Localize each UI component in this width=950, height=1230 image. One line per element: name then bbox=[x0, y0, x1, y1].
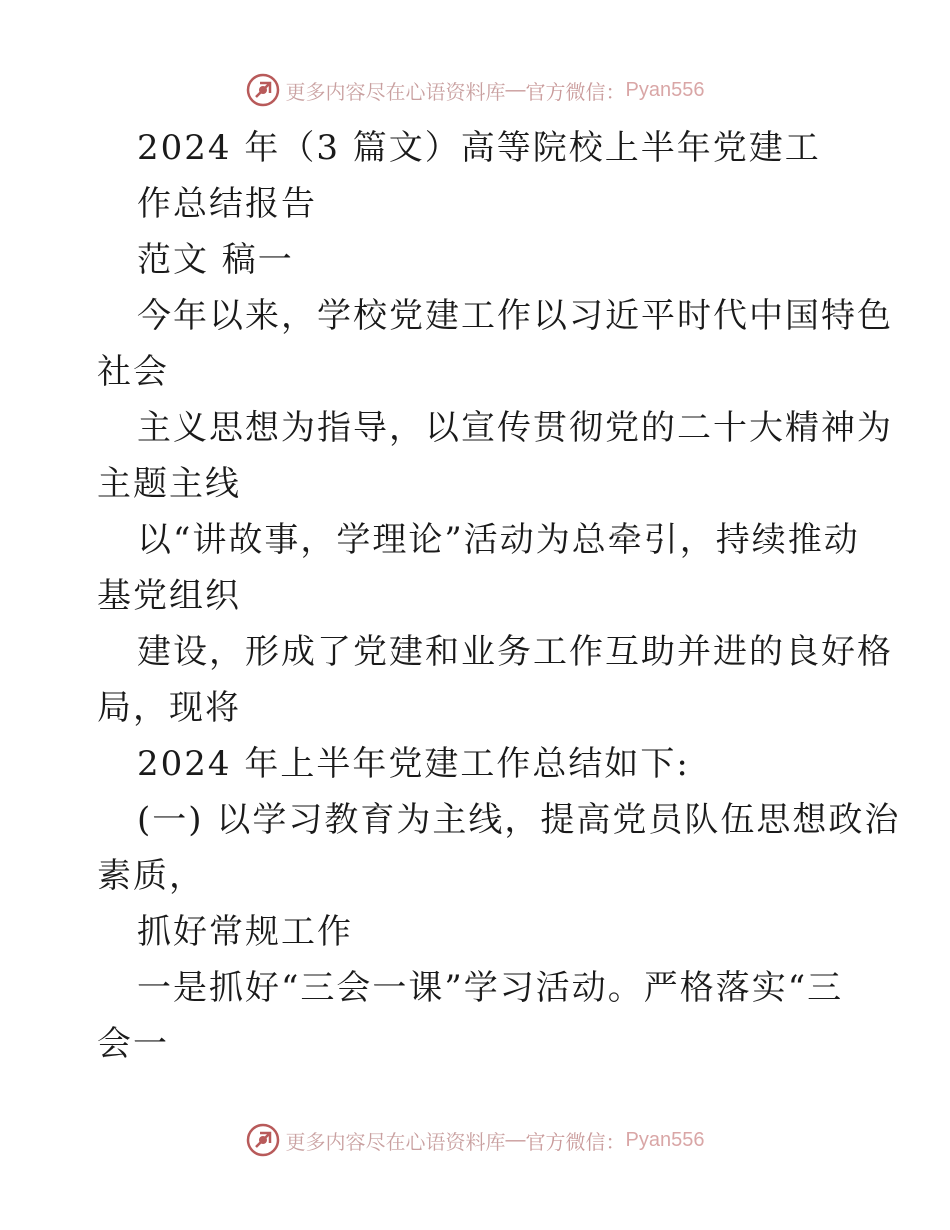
section-heading-line: 抓好常规工作 bbox=[137, 912, 353, 952]
banner-text: 更多内容尽在心语资料库 bbox=[285, 1131, 506, 1154]
section-heading-line: (一) 以学习教育为主线，提高党员队伍思想政治 bbox=[137, 800, 901, 840]
banner-wechat-id: Pyan556 bbox=[625, 78, 705, 101]
paragraph-line: 主题主线 bbox=[97, 464, 241, 504]
paragraph-line: 建设，形成了党建和业务工作互助并进的良好格 bbox=[137, 632, 893, 672]
banner-wechat-id: Pyan556 bbox=[625, 1128, 705, 1151]
doc-subtitle: 范文 稿一 bbox=[137, 240, 294, 280]
footer-watermark-banner bbox=[0, 1120, 950, 1160]
paragraph-line: 一是抓好“三会一课”学习活动。严格落实“三 bbox=[137, 968, 844, 1008]
banner-dash: — bbox=[505, 78, 526, 101]
paragraph-line: 今年以来，学校党建工作以习近平时代中国特色 bbox=[137, 296, 893, 336]
banner-text: 更多内容尽在心语资料库 bbox=[285, 81, 506, 104]
banner-dash: — bbox=[505, 1128, 526, 1151]
banner-official-label: 官方微信： bbox=[525, 81, 626, 104]
paragraph-line: 社会 bbox=[97, 352, 169, 392]
paragraph-line: 主义思想为指导，以宣传贯彻党的二十大精神为 bbox=[137, 408, 893, 448]
doc-title-line-1: 2024 年（3 篇文）高等院校上半年党建工 bbox=[137, 128, 821, 168]
paragraph-line: 2024 年上半年党建工作总结如下: bbox=[137, 744, 690, 784]
banner-official-label: 官方微信： bbox=[525, 1131, 626, 1154]
document-body bbox=[97, 120, 901, 1072]
paragraph-line: 局，现将 bbox=[97, 688, 241, 728]
paragraph-line: 会一 bbox=[97, 1024, 169, 1064]
doc-title-line-2: 作总结报告 bbox=[137, 184, 317, 224]
logo-icon bbox=[246, 73, 280, 107]
section-heading-line: 素质， bbox=[97, 856, 205, 896]
logo-icon bbox=[246, 1123, 280, 1157]
header-watermark-banner bbox=[0, 70, 950, 110]
paragraph-line: 基党组织 bbox=[97, 576, 241, 616]
paragraph-line: 以“讲故事，学理论”活动为总牵引，持续推动 bbox=[137, 520, 860, 560]
